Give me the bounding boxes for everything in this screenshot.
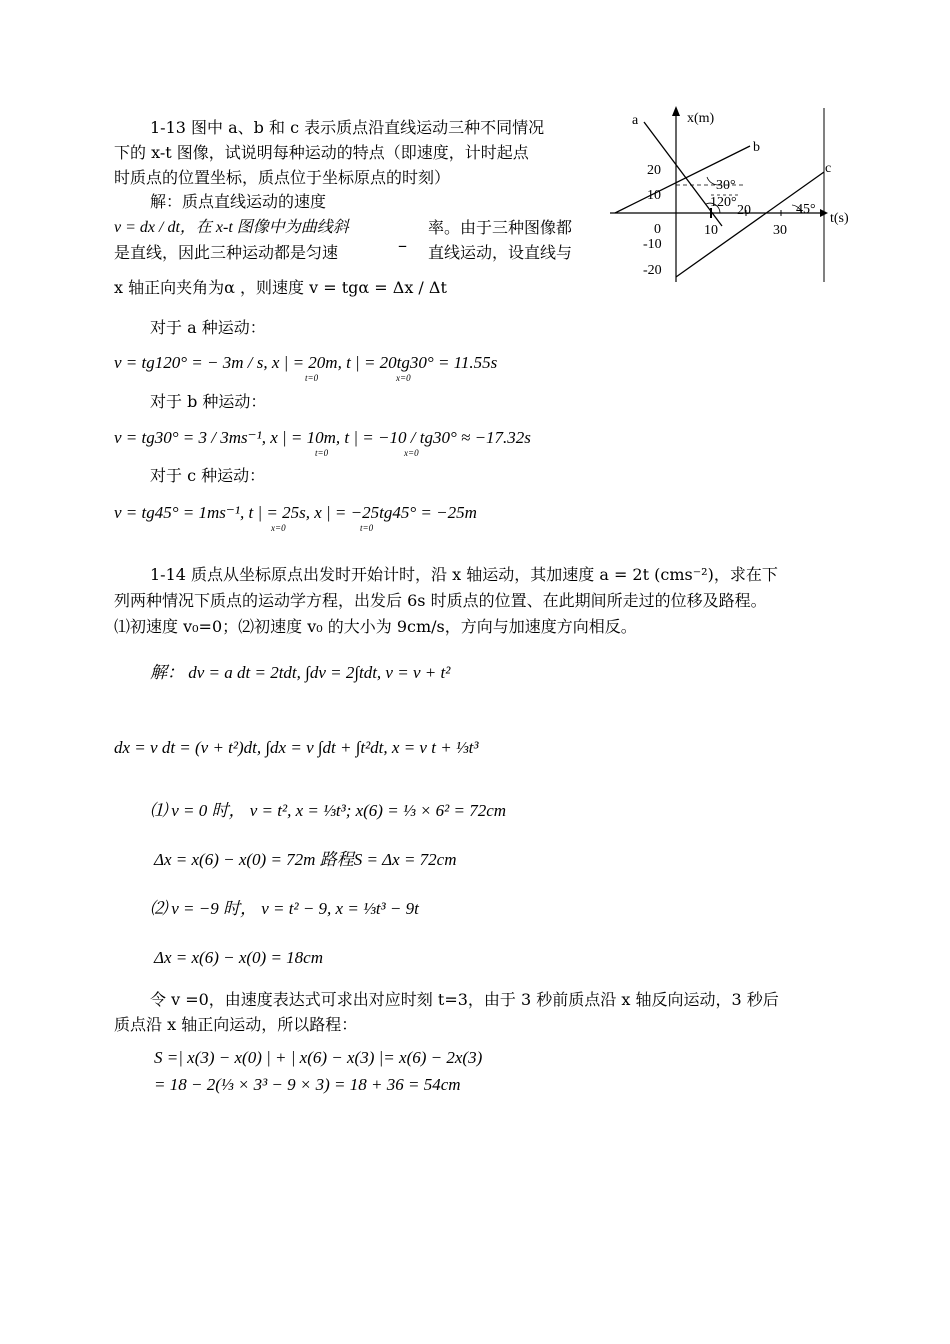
a-equation: v = tg120° = − 3m / s, x | = 20m, t | = 20tg30° = 11.55s bbox=[114, 353, 498, 372]
case1-line-1: ⑴ v = 0 时， v = t², x = ⅓t³; x(6) = ⅓ × 6² = 72cm bbox=[150, 801, 507, 820]
b-equation: v = tg30° = 3 / 3ms⁻¹, x | = 10m, t | = −10 / tg30° ≈ −17.32s bbox=[114, 428, 531, 447]
c-heading: 对于 c 种运动： bbox=[150, 466, 266, 485]
p14-line-1: 1-14 质点从坐标原点出发时开始计时，沿 x 轴运动，其加速度 a = 2t (cms⁻²)，求在下 bbox=[150, 565, 778, 584]
c-equation: v = tg45° = 1ms⁻¹, t | = 25s, x | = −25tg45° = −25m bbox=[114, 503, 477, 522]
line-c bbox=[676, 172, 824, 277]
xtick-10: 10 bbox=[704, 223, 718, 238]
p13-line-6b: 直线运动，设直线与 bbox=[428, 243, 573, 262]
case1-line-2: Δx = x(6) − x(0) = 72m 路程S = Δx = 72cm bbox=[154, 850, 457, 869]
b-sub-2: x=0 bbox=[404, 448, 419, 458]
angle-120: 120° bbox=[710, 195, 737, 210]
path-equation-1: S =| x(3) − x(0) | + | x(6) − x(3) |= x(6) − 2x(3) bbox=[154, 1048, 483, 1067]
c-sub-1: x=0 bbox=[271, 523, 286, 533]
ytick-neg10: -10 bbox=[643, 237, 662, 252]
ytick-20: 20 bbox=[647, 163, 661, 178]
xtick-30: 30 bbox=[773, 223, 787, 238]
p14-line-2: 列两种情况下质点的运动学方程，出发后 6s 时质点的位置、在此期间所走过的位移及路程。 bbox=[114, 591, 767, 610]
label-c: c bbox=[825, 161, 832, 176]
p13-line-6a: 是直线，因此三种运动都是匀速 bbox=[114, 243, 339, 262]
p13-line-3: 时质点的位置坐标，质点位于坐标原点的时刻） bbox=[114, 168, 451, 187]
c-sub-2: t=0 bbox=[360, 523, 374, 533]
p13-line-1: 1-13 图中 a、b 和 c 表示质点沿直线运动三种不同情况 bbox=[150, 118, 545, 137]
p14-solution-2: dx = v dt = (v + t²)dt, ∫dx = v ∫dt + ∫t²dt, x = v t + ⅓t³ bbox=[114, 738, 479, 757]
path-text-2: 质点沿 x 轴正向运动，所以路程： bbox=[114, 1015, 358, 1034]
angle-45: 45° bbox=[796, 202, 816, 217]
a-sub-2: x=0 bbox=[396, 373, 411, 383]
t-axis-label: t(s) bbox=[830, 211, 849, 226]
p14-solution-1: 解： dv = a dt = 2tdt, ∫dv = 2∫tdt, v = v + t² bbox=[150, 663, 451, 682]
angle-30: 30° bbox=[716, 178, 736, 193]
b-heading: 对于 b 种运动： bbox=[150, 392, 267, 411]
p14-line-3: ⑴初速度 v₀=0；⑵初速度 v₀ 的大小为 9cm/s，方向与加速度方向相反。 bbox=[114, 617, 637, 636]
ytick-10: 10 bbox=[647, 188, 661, 203]
label-b: b bbox=[753, 140, 760, 155]
p13-line-5a: v = dx / dt，在 x-t 图像中为曲线斜 bbox=[114, 219, 349, 236]
p13-line-2: 下的 x-t 图像，试说明每种运动的特点（即速度，计时起点 bbox=[114, 143, 529, 162]
p13-line-4: 解：质点直线运动的速度 bbox=[150, 192, 327, 211]
xtick-20: 20 bbox=[737, 203, 751, 218]
p13-line-5b: 率。由于三种图像都 bbox=[428, 218, 573, 237]
p13-line-7: x 轴正向夹角为α ，则速度 v = tgα = Δx / Δt bbox=[114, 278, 447, 297]
x-axis-label: x(m) bbox=[687, 111, 715, 126]
case2-line-1: ⑵ v = −9 时， v = t² − 9, x = ⅓t³ − 9t bbox=[150, 899, 419, 918]
a-sub-1: t=0 bbox=[305, 373, 319, 383]
b-sub-1: t=0 bbox=[315, 448, 329, 458]
case2-line-2: Δx = x(6) − x(0) = 18cm bbox=[154, 948, 323, 967]
label-a: a bbox=[632, 113, 639, 128]
a-heading: 对于 a 种运动： bbox=[150, 318, 266, 337]
xt-graph bbox=[610, 100, 870, 290]
ytick-neg20: -20 bbox=[643, 263, 662, 278]
ytick-0: 0 bbox=[654, 222, 661, 237]
dash-mark: – bbox=[398, 235, 407, 256]
path-text-1: 令 v =0，由速度表达式可求出对应时刻 t=3，由于 3 秒前质点沿 x 轴反向运动，3 秒后 bbox=[150, 990, 779, 1009]
x-axis-arrow bbox=[672, 106, 680, 116]
path-equation-2: = 18 − 2(⅓ × 3³ − 9 × 3) = 18 + 36 = 54cm bbox=[154, 1075, 461, 1094]
